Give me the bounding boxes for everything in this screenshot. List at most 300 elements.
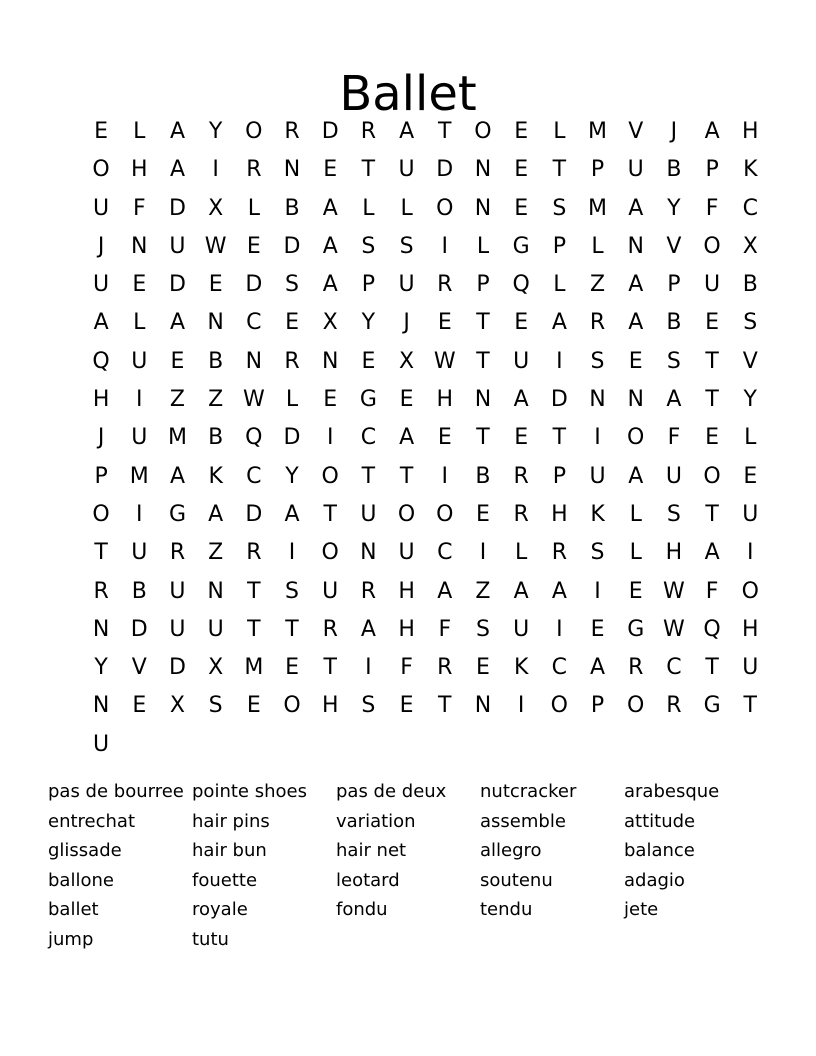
grid-letter: S — [743, 310, 758, 336]
grid-letter: Z — [208, 540, 224, 566]
grid-letter: K — [513, 655, 529, 681]
grid-letter: E — [399, 693, 414, 719]
grid-letter: E — [437, 425, 452, 451]
grid-letter: O — [436, 195, 454, 221]
grid-letter: M — [167, 425, 187, 451]
grid-letter: I — [441, 463, 449, 489]
grid-letter: O — [627, 693, 645, 719]
grid-letter: R — [628, 655, 644, 681]
grid-letter: N — [131, 233, 148, 259]
grid-letter: D — [436, 157, 454, 183]
grid-letter: S — [285, 272, 300, 298]
grid-letter: B — [666, 157, 682, 183]
grid-letter: X — [742, 233, 758, 259]
grid-letter: V — [666, 233, 682, 259]
grid-letter: A — [284, 501, 300, 527]
grid-letter: A — [704, 119, 720, 144]
grid-letter: R — [246, 540, 262, 566]
grid-letter: P — [361, 272, 376, 298]
grid-letter: G — [703, 693, 721, 719]
grid-letter: S — [399, 233, 414, 259]
grid-letter: K — [590, 501, 605, 527]
grid-letter: L — [247, 195, 260, 221]
grid-letter: I — [594, 578, 601, 604]
grid-letter: E — [399, 387, 414, 413]
grid-letter: N — [474, 387, 492, 413]
grid-letter: A — [322, 233, 338, 259]
grid-letter: S — [208, 693, 223, 719]
grid-letter: V — [742, 348, 758, 374]
grid-letter: P — [667, 272, 681, 298]
grid-letter: J — [403, 310, 410, 336]
grid-letter: B — [475, 463, 491, 489]
grid-letter: I — [479, 540, 487, 566]
grid-letter: R — [589, 310, 606, 336]
grid-letter: A — [666, 387, 682, 413]
word-list-item: pas de bourree — [48, 781, 184, 802]
grid-letter: Q — [245, 425, 263, 451]
grid-letter: F — [400, 655, 413, 681]
grid-letter: N — [92, 616, 110, 642]
grid-letter: T — [705, 348, 719, 374]
word-list-item: royale — [192, 899, 248, 921]
grid-letter: H — [742, 616, 759, 642]
grid-letter: H — [665, 540, 683, 566]
grid-letter: D — [245, 272, 263, 298]
grid-letter: G — [627, 616, 645, 642]
grid-letter: O — [245, 119, 263, 144]
grid-letter: L — [133, 119, 146, 144]
grid-letter: E — [514, 157, 529, 183]
grid-letter: A — [322, 195, 338, 221]
grid-letter: H — [321, 693, 339, 719]
word-list-item: fondu — [336, 899, 388, 921]
grid-letter: A — [628, 310, 644, 336]
grid-letter: R — [437, 655, 453, 681]
grid-letter: H — [551, 501, 568, 527]
grid-letter: D — [283, 233, 301, 259]
grid-letter: E — [323, 157, 338, 183]
word-list-item: attitude — [624, 810, 696, 832]
grid-letter: A — [169, 310, 185, 336]
grid-letter: N — [474, 195, 492, 221]
grid-letter: R — [513, 463, 529, 489]
grid-letter: T — [361, 463, 376, 489]
grid-letter: N — [92, 693, 110, 719]
grid-letter: I — [288, 540, 296, 566]
grid-letter: B — [742, 272, 758, 298]
grid-letter: D — [168, 195, 186, 221]
grid-letter: H — [742, 119, 759, 144]
grid-letter: P — [552, 233, 566, 259]
grid-letter: T — [705, 655, 719, 681]
grid-letter: U — [93, 195, 110, 221]
grid-letter: A — [208, 501, 224, 527]
grid-letter: U — [589, 463, 606, 489]
grid-letter: Y — [361, 310, 376, 336]
grid-letter: U — [207, 616, 224, 642]
word-list-item: ballone — [48, 869, 114, 891]
word-list-item: glissade — [48, 840, 122, 862]
grid-letter: O — [474, 119, 492, 144]
grid-letter: O — [92, 157, 110, 183]
grid-letter: O — [627, 425, 645, 451]
word-list-item: pointe shoes — [192, 781, 307, 802]
grid-letter: U — [169, 578, 186, 604]
grid-letter: E — [476, 655, 490, 681]
grid-letter: F — [438, 616, 452, 642]
grid-letter: N — [207, 578, 224, 604]
grid-letter: C — [742, 195, 758, 221]
grid-letter: A — [169, 463, 185, 489]
grid-letter: U — [742, 501, 759, 527]
grid-letter: T — [476, 425, 490, 451]
grid-letter: B — [208, 425, 224, 451]
grid-letter: S — [475, 616, 490, 642]
grid-letter: J — [97, 233, 105, 259]
grid-letter: U — [398, 157, 415, 183]
grid-letter: T — [705, 501, 719, 527]
grid-letter: I — [556, 348, 563, 374]
grid-letter: E — [323, 387, 338, 413]
grid-letter: N — [360, 540, 377, 566]
grid-letter: L — [400, 195, 413, 221]
grid-letter: H — [131, 157, 148, 183]
word-search-grid — [82, 113, 769, 764]
grid-letter: Z — [475, 578, 491, 604]
grid-letter: S — [361, 233, 376, 259]
word-list-item: tutu — [192, 928, 229, 950]
grid-letter: X — [208, 195, 224, 221]
grid-letter: O — [321, 463, 339, 489]
grid-letter: D — [283, 425, 301, 451]
grid-letter: U — [513, 616, 530, 642]
grid-letter: P — [476, 272, 490, 298]
word-list-item: assemble — [480, 810, 566, 832]
grid-letter: E — [514, 425, 529, 451]
grid-letter: L — [744, 425, 757, 451]
grid-letter: U — [93, 731, 110, 757]
grid-letter: O — [92, 501, 110, 527]
grid-letter: T — [399, 463, 414, 489]
grid-letter: A — [513, 578, 529, 604]
grid-letter: S — [590, 348, 605, 374]
grid-letter: R — [666, 693, 682, 719]
grid-letter: P — [590, 157, 605, 183]
grid-letter: V — [131, 655, 147, 681]
grid-letter: U — [93, 272, 110, 298]
grid-letter: E — [590, 616, 605, 642]
word-list-item: soutenu — [480, 869, 553, 891]
grid-letter: B — [208, 348, 224, 374]
grid-letter: I — [136, 501, 143, 527]
grid-letter: Y — [285, 463, 299, 489]
grid-letter: I — [556, 616, 563, 642]
grid-letter: A — [628, 272, 644, 298]
grid-letter: I — [326, 425, 334, 451]
page-title: Ballet — [339, 66, 477, 123]
grid-letter: W — [433, 348, 456, 374]
grid-letter: Q — [512, 272, 530, 298]
grid-letter: R — [322, 616, 338, 642]
word-list-item: allegro — [480, 840, 542, 862]
grid-letter: T — [476, 310, 490, 336]
grid-letter: F — [705, 578, 719, 604]
grid-letter: U — [131, 540, 148, 566]
grid-letter: S — [552, 195, 567, 221]
grid-letter: Y — [94, 655, 108, 681]
grid-letter: U — [513, 348, 530, 374]
grid-letter: L — [553, 272, 566, 298]
grid-letter: H — [398, 616, 415, 642]
grid-letter: L — [285, 387, 299, 413]
grid-letter: C — [246, 310, 262, 336]
grid-letter: M — [129, 463, 149, 489]
grid-letter: T — [247, 616, 261, 642]
word-list-item: arabesque — [624, 781, 720, 802]
grid-letter: I — [517, 693, 525, 719]
grid-letter: E — [476, 501, 490, 527]
grid-letter: R — [93, 578, 109, 604]
grid-letter: R — [284, 348, 300, 374]
grid-letter: E — [628, 578, 643, 604]
grid-letter: A — [399, 425, 415, 451]
word-list-item: leotard — [336, 869, 400, 891]
grid-letter: N — [283, 157, 301, 183]
grid-letter: R — [513, 501, 529, 527]
grid-letter: D — [321, 119, 339, 144]
grid-letter: A — [169, 157, 185, 183]
grid-letter: A — [628, 195, 644, 221]
grid-letter: E — [514, 310, 529, 336]
grid-letter: N — [627, 387, 644, 413]
grid-letter: T — [476, 348, 490, 374]
word-list-item: pas de deux — [336, 781, 447, 802]
grid-letter: Q — [703, 616, 721, 642]
grid-letter: N — [627, 233, 644, 259]
word-list-item: ballet — [48, 899, 99, 921]
grid-letter: E — [743, 463, 758, 489]
grid-letter: Z — [208, 387, 224, 413]
grid-letter: U — [131, 348, 148, 374]
word-list-item: hair pins — [192, 810, 270, 832]
grid-letter: O — [741, 578, 759, 604]
grid-letter: Q — [92, 348, 110, 374]
grid-letter: E — [132, 693, 147, 719]
grid-letter: B — [284, 195, 300, 221]
grid-letter: U — [665, 463, 682, 489]
grid-letter: A — [437, 578, 453, 604]
grid-letter: O — [550, 693, 568, 719]
grid-letter: U — [169, 233, 186, 259]
grid-letter: E — [705, 310, 720, 336]
grid-letter: A — [704, 540, 720, 566]
word-list-item: adagio — [624, 869, 685, 891]
grid-letter: P — [705, 157, 719, 183]
grid-letter: X — [322, 310, 338, 336]
grid-letter: S — [361, 693, 376, 719]
grid-letter: Y — [743, 387, 757, 413]
grid-letter: D — [550, 387, 568, 413]
word-list-item: variation — [336, 810, 416, 832]
grid-letter: E — [514, 195, 529, 221]
grid-letter: O — [436, 501, 454, 527]
grid-letter: V — [628, 119, 644, 144]
grid-letter: M — [588, 119, 608, 144]
grid-letter: C — [360, 425, 377, 451]
grid-letter: D — [168, 272, 186, 298]
grid-letter: F — [132, 195, 146, 221]
grid-letter: B — [131, 578, 147, 604]
grid-letter: H — [398, 578, 415, 604]
grid-letter: Z — [589, 272, 606, 298]
word-list-item: nutcracker — [480, 781, 577, 802]
grid-letter: E — [285, 310, 299, 336]
grid-letter: L — [362, 195, 375, 221]
grid-letter: W — [242, 387, 265, 413]
grid-letter: U — [322, 578, 339, 604]
grid-letter: R — [246, 157, 262, 183]
grid-letter: B — [666, 310, 682, 336]
grid-letter: H — [92, 387, 110, 413]
grid-letter: T — [323, 501, 337, 527]
word-list-item: hair net — [336, 840, 407, 862]
grid-letter: T — [552, 425, 567, 451]
grid-letter: I — [441, 233, 449, 259]
grid-letter: N — [207, 310, 224, 336]
grid-letter: X — [399, 348, 415, 374]
grid-letter: Y — [667, 195, 681, 221]
word-list-item: jump — [48, 928, 94, 950]
grid-letter: R — [360, 119, 377, 144]
grid-letter: A — [360, 616, 376, 642]
word-list-item: jete — [624, 899, 659, 921]
grid-letter: M — [588, 195, 608, 221]
grid-letter: E — [132, 272, 147, 298]
grid-letter: J — [97, 425, 105, 451]
grid-letter: E — [361, 348, 376, 374]
grid-letter: U — [627, 157, 644, 183]
grid-letter: G — [168, 501, 186, 527]
grid-letter: T — [705, 387, 719, 413]
grid-letter: L — [133, 310, 146, 336]
grid-letter: A — [513, 387, 529, 413]
grid-letter: A — [169, 119, 185, 144]
grid-letter: O — [703, 463, 721, 489]
grid-letter: U — [398, 272, 415, 298]
grid-letter: L — [515, 540, 528, 566]
grid-letter: S — [666, 348, 681, 374]
grid-letter: T — [323, 655, 337, 681]
grid-letter: O — [283, 693, 301, 719]
word-list-item: tendu — [480, 899, 533, 921]
grid-letter: L — [629, 540, 642, 566]
word-list-item: entrechat — [48, 810, 136, 832]
grid-letter: E — [94, 119, 109, 144]
grid-letter: U — [131, 425, 148, 451]
grid-letter: I — [212, 157, 219, 183]
grid-letter: U — [398, 540, 415, 566]
grid-letter: Y — [208, 119, 223, 144]
grid-letter: I — [594, 425, 601, 451]
grid-letter: U — [742, 655, 759, 681]
grid-letter: T — [94, 540, 108, 566]
grid-letter: D — [130, 616, 148, 642]
grid-letter: L — [591, 233, 604, 259]
grid-letter: R — [169, 540, 186, 566]
grid-letter: U — [360, 501, 377, 527]
grid-letter: H — [436, 387, 454, 413]
grid-letter: D — [245, 501, 263, 527]
grid-letter: L — [553, 119, 566, 144]
grid-letter: A — [551, 310, 567, 336]
grid-letter: E — [514, 119, 529, 144]
grid-letter: T — [247, 578, 261, 604]
grid-letter: E — [246, 693, 261, 719]
grid-letter: O — [397, 501, 416, 527]
grid-letter: F — [705, 195, 719, 221]
grid-letter: G — [359, 387, 377, 413]
grid-letter: S — [285, 578, 300, 604]
grid-letter: N — [474, 157, 492, 183]
grid-letter: E — [246, 233, 261, 259]
word-list-item: balance — [624, 840, 695, 862]
grid-letter: P — [590, 693, 605, 719]
grid-letter: E — [208, 272, 223, 298]
grid-letter: I — [365, 655, 372, 681]
word-list — [48, 777, 768, 955]
grid-letter: C — [437, 540, 453, 566]
grid-letter: E — [170, 348, 185, 374]
grid-letter: R — [437, 272, 453, 298]
grid-letter: E — [285, 655, 299, 681]
grid-letter: N — [245, 348, 263, 374]
grid-letter: T — [361, 157, 376, 183]
word-list-item: fouette — [192, 869, 258, 891]
grid-letter: E — [705, 425, 720, 451]
grid-letter: A — [628, 463, 644, 489]
grid-letter: K — [208, 463, 223, 489]
grid-letter: E — [437, 310, 452, 336]
grid-letter: I — [136, 387, 143, 413]
grid-letter: T — [285, 616, 299, 642]
grid-letter: A — [322, 272, 338, 298]
grid-letter: C — [246, 463, 262, 489]
grid-letter: R — [284, 119, 300, 144]
grid-letter: S — [590, 540, 605, 566]
grid-letter: E — [628, 348, 643, 374]
grid-letter: W — [663, 616, 685, 642]
grid-letter: I — [747, 540, 754, 566]
grid-letter: R — [360, 578, 377, 604]
grid-letter: W — [204, 233, 227, 259]
grid-letter: T — [552, 157, 567, 183]
grid-letter: C — [666, 655, 682, 681]
grid-letter: J — [670, 119, 678, 144]
grid-letter: O — [321, 540, 339, 566]
grid-letter: L — [476, 233, 490, 259]
grid-letter: A — [93, 310, 109, 336]
grid-letter: C — [551, 655, 568, 681]
grid-letter: K — [743, 157, 758, 183]
grid-letter: R — [551, 540, 567, 566]
grid-letter: L — [629, 501, 642, 527]
grid-letter: X — [208, 655, 224, 681]
grid-letter: O — [703, 233, 721, 259]
grid-letter: F — [667, 425, 681, 451]
grid-letter: T — [743, 693, 757, 719]
grid-letter: W — [663, 578, 685, 604]
